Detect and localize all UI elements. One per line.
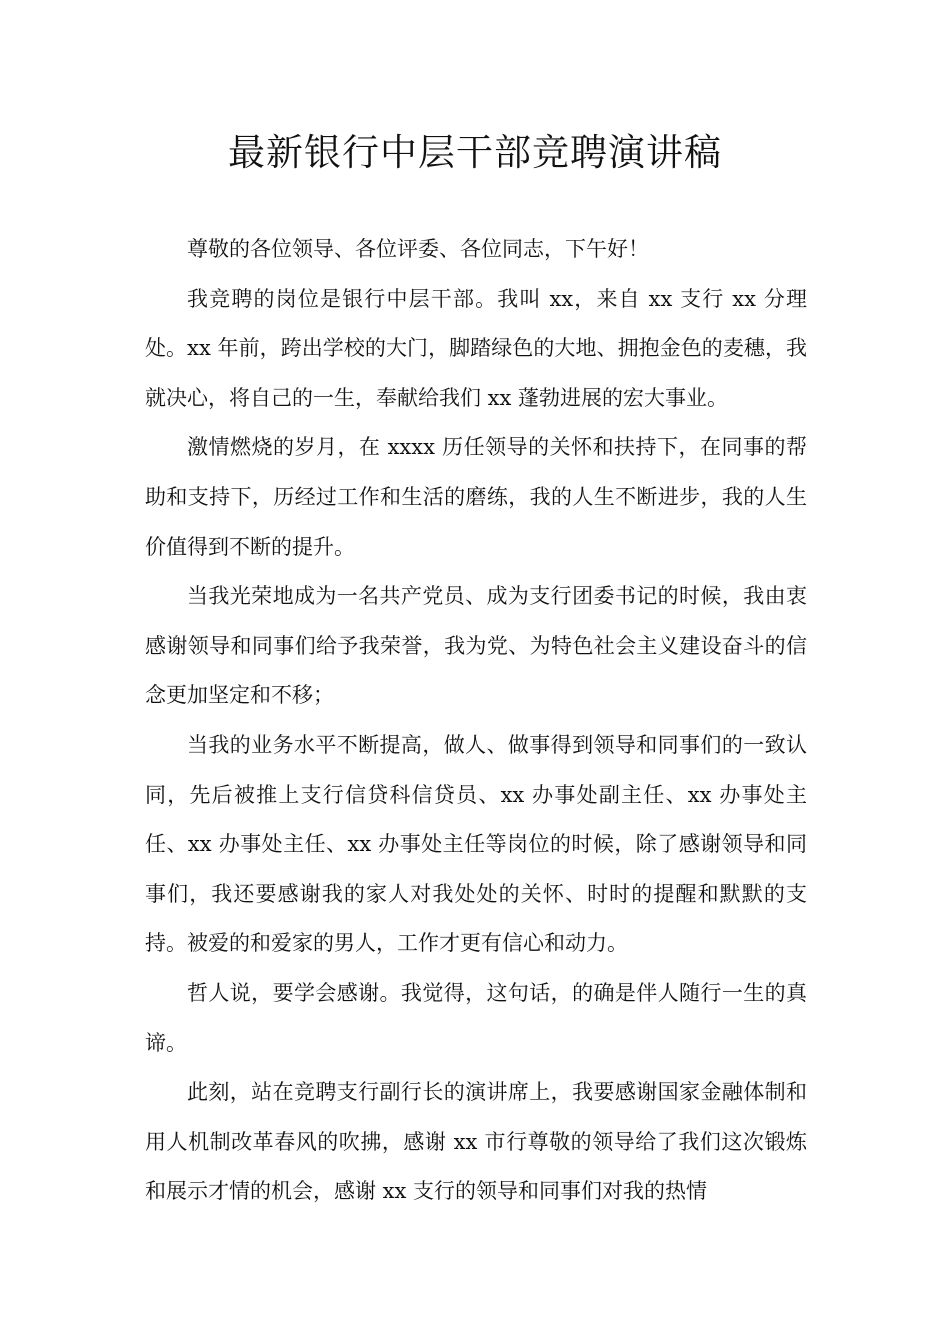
paragraph-greeting: 尊敬的各位领导、各位评委、各位同志，下午好！: [187, 237, 649, 261]
paragraph-party-member: 当我光荣地成为一名共产党员、成为支行团委书记的时候，我由衷感谢领导和同事们给予我荣誉，我为党、为特色社会主义建设奋斗的信念更加坚定和不移；: [145, 584, 807, 708]
paragraph-introduction: 我竞聘的岗位是银行中层干部。我叫 xx，来自 xx 支行 xx 分理处。xx 年前，跨出学校的大门，脚踏绿色的大地、拥抱金色的麦穗，我就决心，将自己的一生，奉献给我们 xx 蓬勃进展的宏大事业。: [145, 286, 807, 410]
paragraph-career: 当我的业务水平不断提高，做人、做事得到领导和同事们的一致认同，先后被推上支行信贷科信贷员、xx 办事处副主任、xx 办事处主任、xx 办事处主任、xx 办事处主任等岗位的时候，除了感谢领导和同事们，我还要感谢我的家人对我处处的关怀、时时的提醒和默默的支持。被爱的和爱家的男人，工作才更有信心和动力。: [145, 732, 807, 956]
document-title: 最新银行中层干部竞聘演讲稿: [228, 131, 722, 174]
paragraph-growth: 激情燃烧的岁月，在 xxxx 历任领导的关怀和扶持下，在同事的帮助和支持下，历经过工作和生活的磨练，我的人生不断进步，我的人生价值得到不断的提升。: [145, 435, 807, 559]
paragraph-competition: 此刻，站在竞聘支行副行长的演讲席上，我要感谢国家金融体制和用人机制改革春风的吹拂，感谢 xx 市行尊敬的领导给了我们这次锻炼和展示才情的机会，感谢 xx 支行的领导和同事们对我的热情: [145, 1080, 807, 1204]
paragraph-gratitude: 哲人说，要学会感谢。我觉得，这句话，的确是伴人随行一生的真谛。: [145, 980, 807, 1055]
document-body: [145, 225, 807, 1217]
